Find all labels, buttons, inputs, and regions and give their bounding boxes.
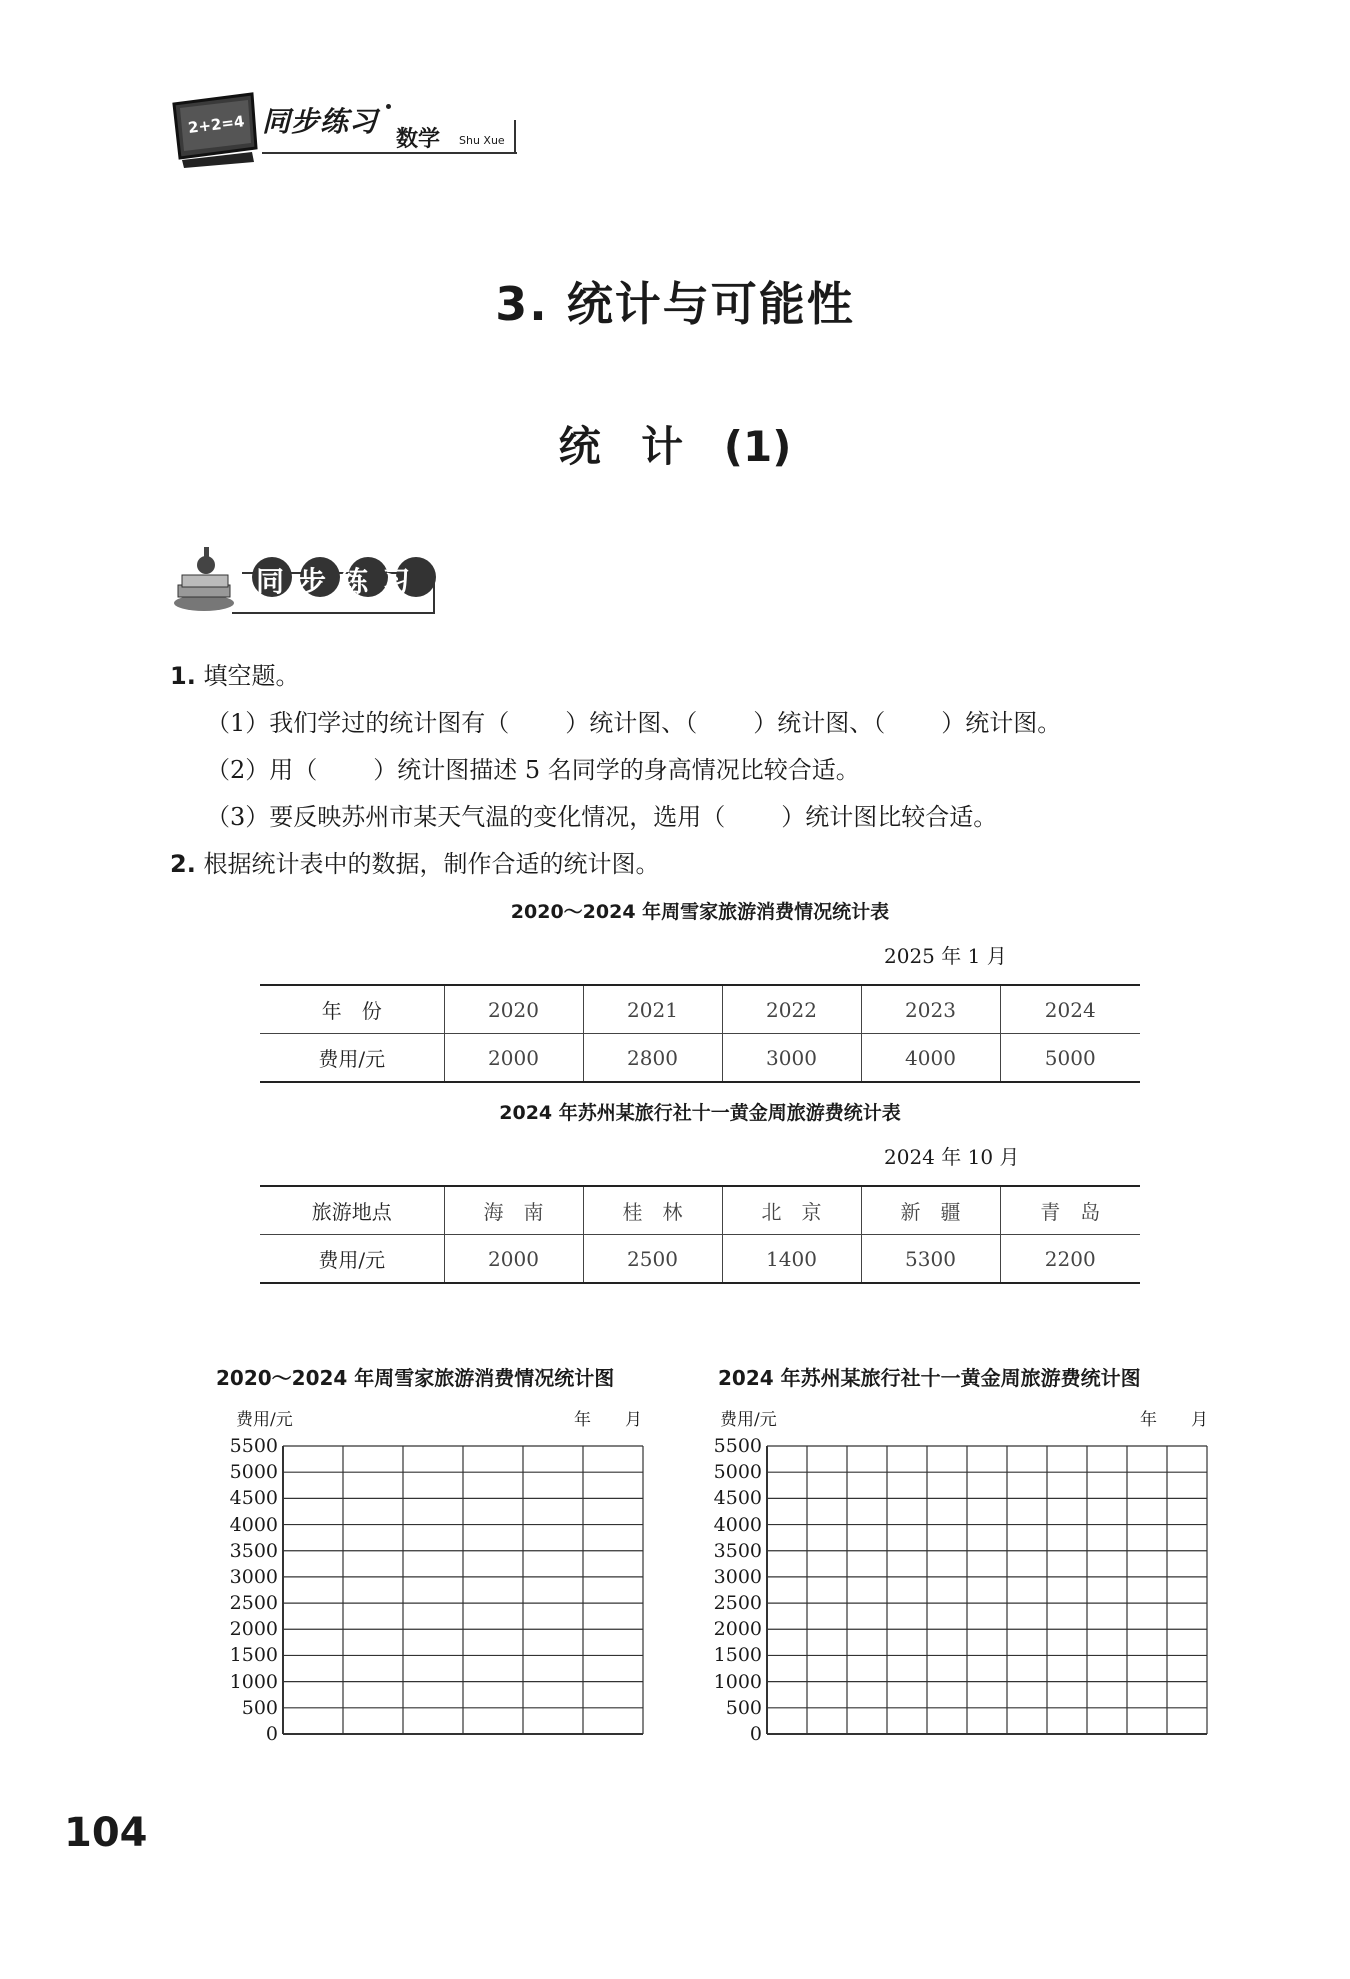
grid-1-ylabel: 费用/元 xyxy=(236,1410,293,1430)
question-2-text: 根据统计表中的数据，制作合适的统计图。 xyxy=(203,850,660,878)
series-title: 同步练习 xyxy=(262,105,379,138)
q1-1-part-4: ）统计图。 xyxy=(941,709,1062,737)
table-cell: 年 份 xyxy=(260,985,444,1034)
y-tick-label: 1000 xyxy=(229,1670,278,1693)
y-tick-label: 3000 xyxy=(229,1565,278,1588)
table-cell: 5300 xyxy=(861,1235,1000,1284)
page-number: 104 xyxy=(64,1810,148,1856)
grid-2-date-label: 年 月 xyxy=(1140,1410,1208,1430)
q1-1-part-1: （1）我们学过的统计图有（ xyxy=(206,709,510,737)
table-cell: 北 京 xyxy=(722,1186,861,1235)
question-2 xyxy=(170,848,659,880)
question-2-number: 2. xyxy=(170,850,196,878)
y-tick-label: 500 xyxy=(241,1696,278,1719)
y-tick-label: 500 xyxy=(725,1696,762,1719)
y-tick-label: 2500 xyxy=(713,1592,762,1615)
table-1-caption: 2020～2024 年周雪家旅游消费情况统计表 xyxy=(510,901,890,923)
grid-2-ylabel: 费用/元 xyxy=(720,1410,777,1430)
section-label: 同步练习 xyxy=(256,565,425,598)
subject-pinyin: Shu Xue xyxy=(459,134,505,147)
y-tick-label: 5000 xyxy=(229,1461,278,1484)
y-tick-label: 5000 xyxy=(713,1461,762,1484)
question-1-item-2 xyxy=(206,754,860,786)
table-cell: 2200 xyxy=(1000,1235,1140,1284)
table-cell: 旅游地点 xyxy=(260,1186,444,1235)
table-row xyxy=(260,1034,1140,1083)
header-dot xyxy=(386,104,391,109)
logo-text: 2+2=4 xyxy=(187,112,246,137)
table-2-caption: 2024 年苏州某旅行社十一黄金周旅游费统计表 xyxy=(499,1102,901,1124)
y-tick-label: 2000 xyxy=(713,1618,762,1641)
y-tick-label: 1500 xyxy=(229,1644,278,1667)
y-tick-label: 4500 xyxy=(713,1487,762,1510)
header-divider xyxy=(514,120,516,152)
y-tick-label: 4500 xyxy=(229,1487,278,1510)
y-tick-label: 4000 xyxy=(713,1513,762,1536)
y-tick-label: 0 xyxy=(749,1723,762,1745)
table-1-date: 2025 年 1 月 xyxy=(884,944,1007,968)
table-cell: 2020 xyxy=(444,985,583,1034)
q1-1-part-3: ）统计图、（ xyxy=(753,709,886,737)
q1-2-part-2: ）统计图描述 5 名同学的身高情况比较合适。 xyxy=(373,756,860,784)
y-tick-label: 1500 xyxy=(713,1644,762,1667)
table-row xyxy=(260,1235,1140,1284)
question-1-text: 填空题。 xyxy=(203,662,300,690)
table-cell: 3000 xyxy=(722,1034,861,1083)
q1-2-part-1: （2）用（ xyxy=(206,756,318,784)
table-cell: 5000 xyxy=(1000,1034,1140,1083)
table-row xyxy=(260,1186,1140,1235)
q1-3-part-1: （3）要反映苏州市某天气温的变化情况，选用（ xyxy=(206,803,726,831)
table-cell: 2022 xyxy=(722,985,861,1034)
subject-label: 数学 xyxy=(396,127,441,152)
q1-3-part-2: ）统计图比较合适。 xyxy=(781,803,998,831)
header-underline xyxy=(262,152,517,154)
table-cell: 2500 xyxy=(583,1235,722,1284)
question-1-number: 1. xyxy=(170,662,196,690)
lesson-title: 统 计 (1) xyxy=(558,422,792,471)
y-tick-label: 5500 xyxy=(229,1435,278,1457)
y-tick-label: 2000 xyxy=(229,1618,278,1641)
question-1 xyxy=(170,660,299,692)
table-cell: 2024 xyxy=(1000,985,1140,1034)
y-tick-label: 4000 xyxy=(229,1513,278,1536)
table-cell: 费用/元 xyxy=(260,1034,444,1083)
table-cell: 2023 xyxy=(861,985,1000,1034)
table-cell: 新 疆 xyxy=(861,1186,1000,1235)
grid-2-caption: 2024 年苏州某旅行社十一黄金周旅游费统计图 xyxy=(718,1366,1141,1390)
table-2-date: 2024 年 10 月 xyxy=(884,1145,1020,1169)
chapter-title: 3. 统计与可能性 xyxy=(495,277,855,331)
question-1-item-3 xyxy=(206,801,997,833)
table-cell: 费用/元 xyxy=(260,1235,444,1284)
blackboard-logo-icon xyxy=(168,90,260,168)
grid-1-caption: 2020～2024 年周雪家旅游消费情况统计图 xyxy=(216,1366,615,1390)
table-1 xyxy=(260,984,1140,1083)
table-cell: 1400 xyxy=(722,1235,861,1284)
table-cell: 2000 xyxy=(444,1235,583,1284)
y-tick-label: 1000 xyxy=(713,1670,762,1693)
table-cell: 2021 xyxy=(583,985,722,1034)
y-tick-label: 0 xyxy=(265,1723,278,1745)
y-tick-label: 3500 xyxy=(229,1539,278,1562)
q1-1-part-2: ）统计图、（ xyxy=(565,709,698,737)
y-tick-label: 3000 xyxy=(713,1565,762,1588)
table-2 xyxy=(260,1185,1140,1284)
table-cell: 4000 xyxy=(861,1034,1000,1083)
grid-2-answer-grid[interactable] xyxy=(766,1445,1208,1735)
y-tick-label: 5500 xyxy=(713,1435,762,1457)
table-cell: 青 岛 xyxy=(1000,1186,1140,1235)
table-cell: 2800 xyxy=(583,1034,722,1083)
y-tick-label: 2500 xyxy=(229,1592,278,1615)
table-cell: 2000 xyxy=(444,1034,583,1083)
table-cell: 海 南 xyxy=(444,1186,583,1235)
y-tick-label: 3500 xyxy=(713,1539,762,1562)
question-1-item-1 xyxy=(206,707,1061,739)
table-cell: 桂 林 xyxy=(583,1186,722,1235)
table-row xyxy=(260,985,1140,1034)
grid-1-answer-grid[interactable] xyxy=(282,1445,644,1735)
grid-1-date-label: 年 月 xyxy=(574,1410,642,1430)
